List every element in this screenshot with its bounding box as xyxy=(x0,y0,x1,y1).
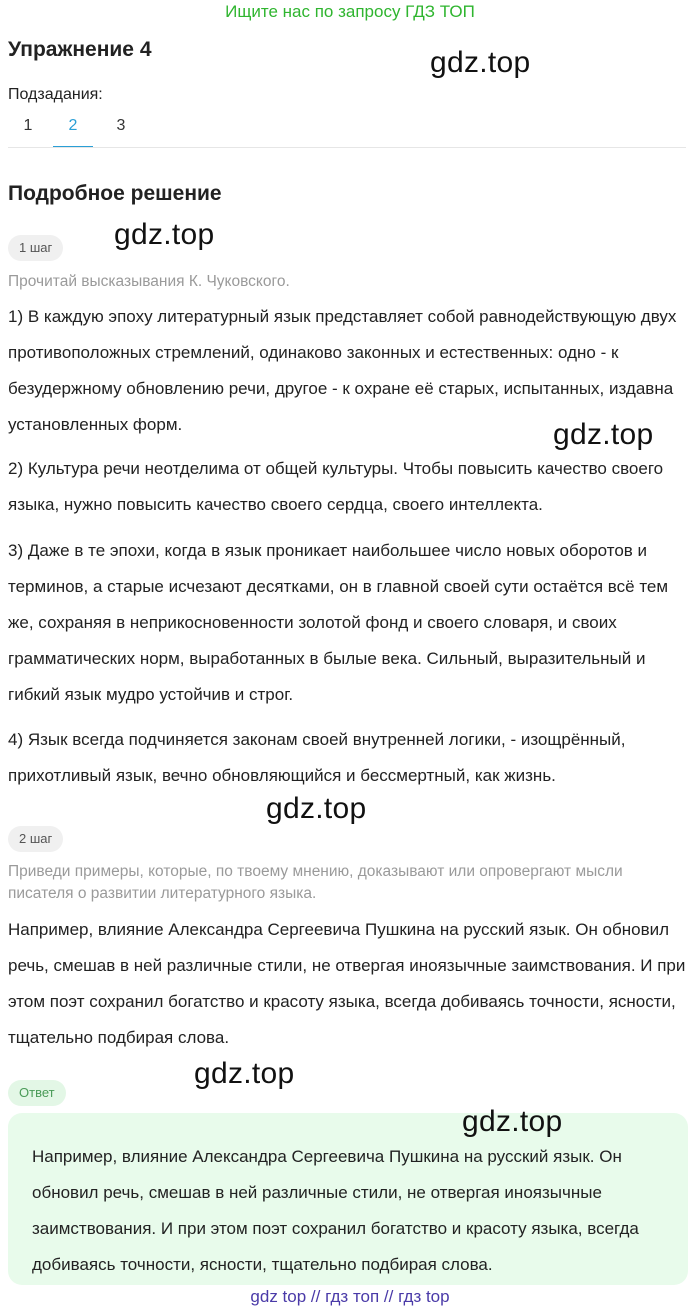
watermark: gdz.top xyxy=(266,792,367,825)
step-2-hint: Приведи примеры, которые, по твоему мнению, доказывают или опровергают мысли писателя о развитии литературного языка. xyxy=(8,863,623,902)
answer-text: Например, влияние Александра Сергеевича Пушкина на русский язык. Он обновил речь, смешав в ней различные стили, не отвергая иноязычные заимствования. И при этом поэт сохранил богатство и красоту языка, всегда добиваясь точности, ясности, тщательно подбирая слова. xyxy=(32,1147,639,1274)
quote-paragraph-1: 1) В каждую эпоху литературный язык представляет собой равнодействующую двух противоположных стремлений, одинаково законных и естественных: одно - к безудержному обновлению речи, другое - к охране её старых, испытанных, издавна установленных форм. xyxy=(8,307,677,434)
tabs-divider xyxy=(8,147,686,148)
step-1-hint: Прочитай высказывания К. Чуковского. xyxy=(8,273,290,290)
watermark: gdz.top xyxy=(462,1105,563,1138)
watermark: gdz.top xyxy=(430,46,531,79)
step-2-paragraph: Например, влияние Александра Сергеевича Пушкина на русский язык. Он обновил речь, смешав в ней различные стили, не отвергая иноязычные заимствования. И при этом поэт сохранил богатство и красоту языка, всегда добиваясь точности, ясности, тщательно подбирая слова. xyxy=(8,920,686,1047)
exercise-title: Упражнение 4 xyxy=(8,38,152,61)
answer-badge: Ответ xyxy=(8,1080,66,1106)
step-2-badge: 2 шаг xyxy=(8,826,63,852)
quote-paragraph-2: 2) Культура речи неотделима от общей культуры. Чтобы повысить качество своего языка, нужно повысить качество своего сердца, своего интеллекта. xyxy=(8,459,664,514)
watermark: gdz.top xyxy=(194,1057,295,1090)
solution-title: Подробное решение xyxy=(8,182,222,205)
quote-paragraph-4: 4) Язык всегда подчиняется законам своей внутренней логики, - изощрённый, прихотливый язык, вечно обновляющийся и бессмертный, как жизнь. xyxy=(8,730,626,785)
search-banner[interactable]: Ищите нас по запросу ГДЗ ТОП xyxy=(225,2,475,21)
watermark: gdz.top xyxy=(114,218,215,251)
subtask-tab-1[interactable]: 1 xyxy=(23,117,33,134)
quote-paragraph-3: 3) Даже в те эпохи, когда в язык проникает наибольшее число новых оборотов и терминов, а старые исчезают десятками, он в главной своей сути остаётся всё тем же, сохраняя в неприкосновенности золотой фонд и своего словаря, и своих грамматических норм, выработанных в былые века. Сильный, выразительный и гибкий язык мудро устойчив и строг. xyxy=(8,541,669,704)
subtask-tab-2[interactable]: 2 xyxy=(53,110,93,148)
footer-links[interactable]: gdz top // гдз топ // гдз top xyxy=(250,1287,450,1306)
watermark: gdz.top xyxy=(553,418,654,451)
subtasks-label: Подзадания: xyxy=(8,86,103,103)
step-1-badge: 1 шаг xyxy=(8,235,63,261)
subtask-tab-3[interactable]: 3 xyxy=(116,117,126,134)
